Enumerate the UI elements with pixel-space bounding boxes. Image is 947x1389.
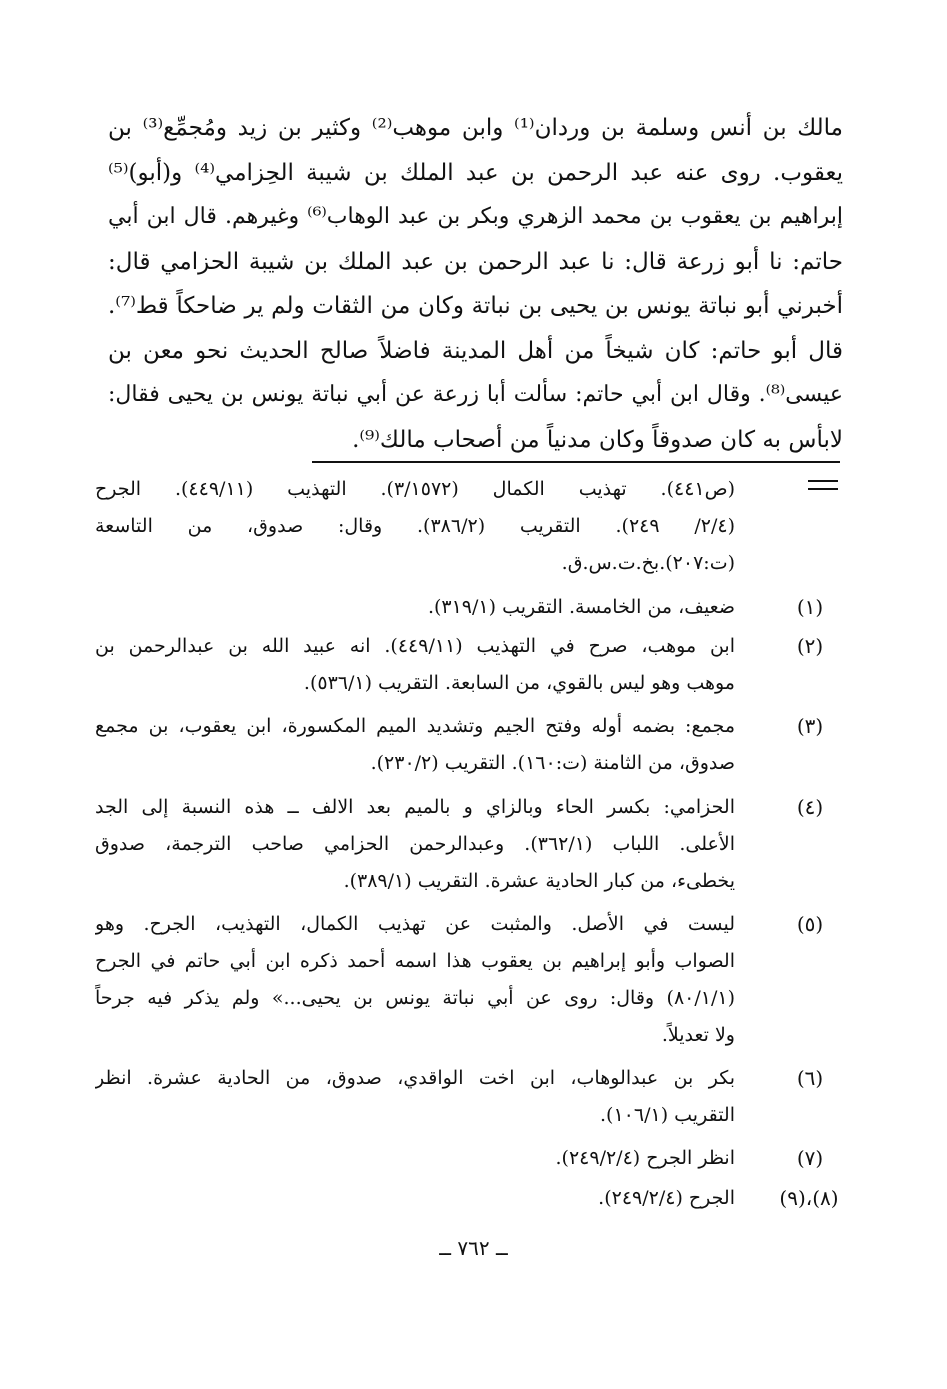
footnote-line: الأعلى. اللباب (٣٦٢/١). وعبدالرحمن الحزامي صاحب الترجمة، صدوق: [95, 833, 735, 855]
main-text-line: يعقوب. روى عنه عبد الرحمن بن عبد الملك بن شيبة الحِزامي⁽⁴⁾ و(أبو)⁽⁵⁾: [108, 159, 843, 186]
footnote-line: (ص٤٤١). تهذيب الكمال (٣/١٥٧٢). التهذيب (٤٤٩/١١). الجرح: [95, 478, 735, 500]
footnote-7: [95, 1140, 840, 1177]
footnote-line: الصواب وأبو إبراهيم بن يعقوب هذا اسمه أحمد ذكره ابن أبي حاتم في الجرح: [95, 950, 735, 972]
footnote-body: [95, 1180, 735, 1217]
footnote-number: (٦): [796, 1066, 824, 1090]
footnote-2: [95, 628, 840, 702]
main-text-line: مالك بن أنس وسلمة بن وردان⁽¹⁾ وابن موهب⁽²⁾ وكثير بن زيد ومُجمِّع⁽³⁾ بن: [108, 115, 843, 141]
footnote-number: (٣): [796, 714, 824, 738]
main-text-line: حاتم: نا أبو زرعة قال: نا عبد الرحمن بن عبد الملك بن شيبة الحزامي قال:: [108, 248, 843, 275]
footnote-body: [95, 789, 735, 900]
footnote-line: ولا تعديلاً.: [661, 1024, 735, 1046]
main-text-line: إبراهيم بن يعقوب بن محمد الزهري وبكر بن عبد الوهاب⁽⁶⁾ وغيرهم. قال ابن أبي: [108, 204, 843, 229]
footnote-4: [95, 789, 840, 900]
footnote-body: [95, 628, 735, 702]
footnote-5: [95, 906, 840, 1054]
footnote-continuation: [95, 471, 840, 582]
footnote-line: التقريب (١٠٦/١).: [600, 1104, 735, 1126]
footnote-number: (٤): [796, 795, 824, 819]
main-text-line: قال أبو حاتم: كان شيخاً من أهل المدينة فاضلاً صالح الحديث نحو معن بن: [108, 337, 843, 364]
footnote-line: ابن موهب، صرح في التهذيب (٤٤٩/١١). انه عبيد الله بن عبدالرحمن بن: [95, 635, 735, 657]
footnote-line: ليست في الأصل. والمثبت عن تهذيب الكمال، التهذيب، الجرح. وهو: [95, 913, 735, 935]
footnote-number: (٥): [796, 912, 824, 936]
main-text-line: لابأس به كان صدوقاً وكان مدنياً من أصحاب مالك⁽⁹⁾.: [352, 426, 843, 453]
footnote-body: [95, 1140, 735, 1177]
footnote-line: يخطىء، من كبار الحادية عشرة. التقريب (٣٨٩/١).: [343, 870, 735, 892]
main-text-line: أخبرني أبو نباتة يونس بن يحيى بن نباتة وكان من الثقات ولم ير ضاحكاً قط⁽⁷⁾.: [108, 293, 843, 319]
footnote-body: [95, 589, 735, 626]
footnote-number: (١): [796, 595, 824, 619]
footnote-number: (٨)،(٩): [779, 1186, 839, 1210]
footnote-6: [95, 1060, 840, 1134]
page-number: ــ ٧٦٢ ــ: [439, 1236, 508, 1260]
footnote-line: الجرح (٢٤٩/٢/٤).: [598, 1187, 735, 1209]
footnote-line: (٢/٤/ ٢٤٩). التقريب (٣٨٦/٢). وقال: صدوق، من التاسعة: [95, 515, 735, 537]
footnote-body: [95, 906, 735, 1054]
footnote-line: (٨٠/١/١) وقال: روى عن أبي نباتة يونس بن يحيى...» ولم يذكر فيه جرحاً: [95, 987, 735, 1009]
footnote-body: [95, 1060, 735, 1134]
footnote-number: (٢): [796, 634, 824, 658]
footnote-line: صدوق، من الثامنة (ت:١٦٠). التقريب (٢٣٠/٢).: [370, 752, 735, 774]
footnote-line: الحزامي: بكسر الحاء وبالزاي و بالميم بعد الالف ــ هذه النسبة إلى الجد: [95, 796, 735, 818]
footnote-separator: [312, 461, 840, 463]
footnote-1: [95, 589, 840, 626]
footnote-line: انظر الجرح (٢٤٩/٢/٤).: [555, 1147, 735, 1169]
footnote-body: [95, 708, 735, 782]
footnote-line: بكر بن عبدالوهاب، ابن اخت الواقدي، صدوق، من الحادية عشرة. انظر: [95, 1067, 735, 1089]
footnote-number: (٧): [796, 1146, 824, 1170]
footnote-body: [95, 471, 735, 582]
footnote-8-9: [95, 1180, 840, 1217]
main-text: [108, 106, 843, 462]
main-text-line: عيسى⁽⁸⁾. وقال ابن أبي حاتم: سألت أبا زرعة عن أبي نباتة يونس بن يحيى فقال:: [108, 382, 843, 407]
footnote-line: موهب وهو ليس بالقوي، من السابعة. التقريب (٥٣٦/١).: [303, 672, 735, 694]
footnote-line: ضعيف، من الخامسة. التقريب (٣١٩/١).: [427, 596, 735, 618]
footnote-3: [95, 708, 840, 782]
footnote-line: (ت:٢٠٧).بخ.ت.س.ق.: [561, 552, 735, 574]
footnote-line: مجمع: بضمه أوله وفتح الجيم وتشديد الميم المكسورة، ابن يعقوب، بن مجمع: [95, 715, 735, 737]
